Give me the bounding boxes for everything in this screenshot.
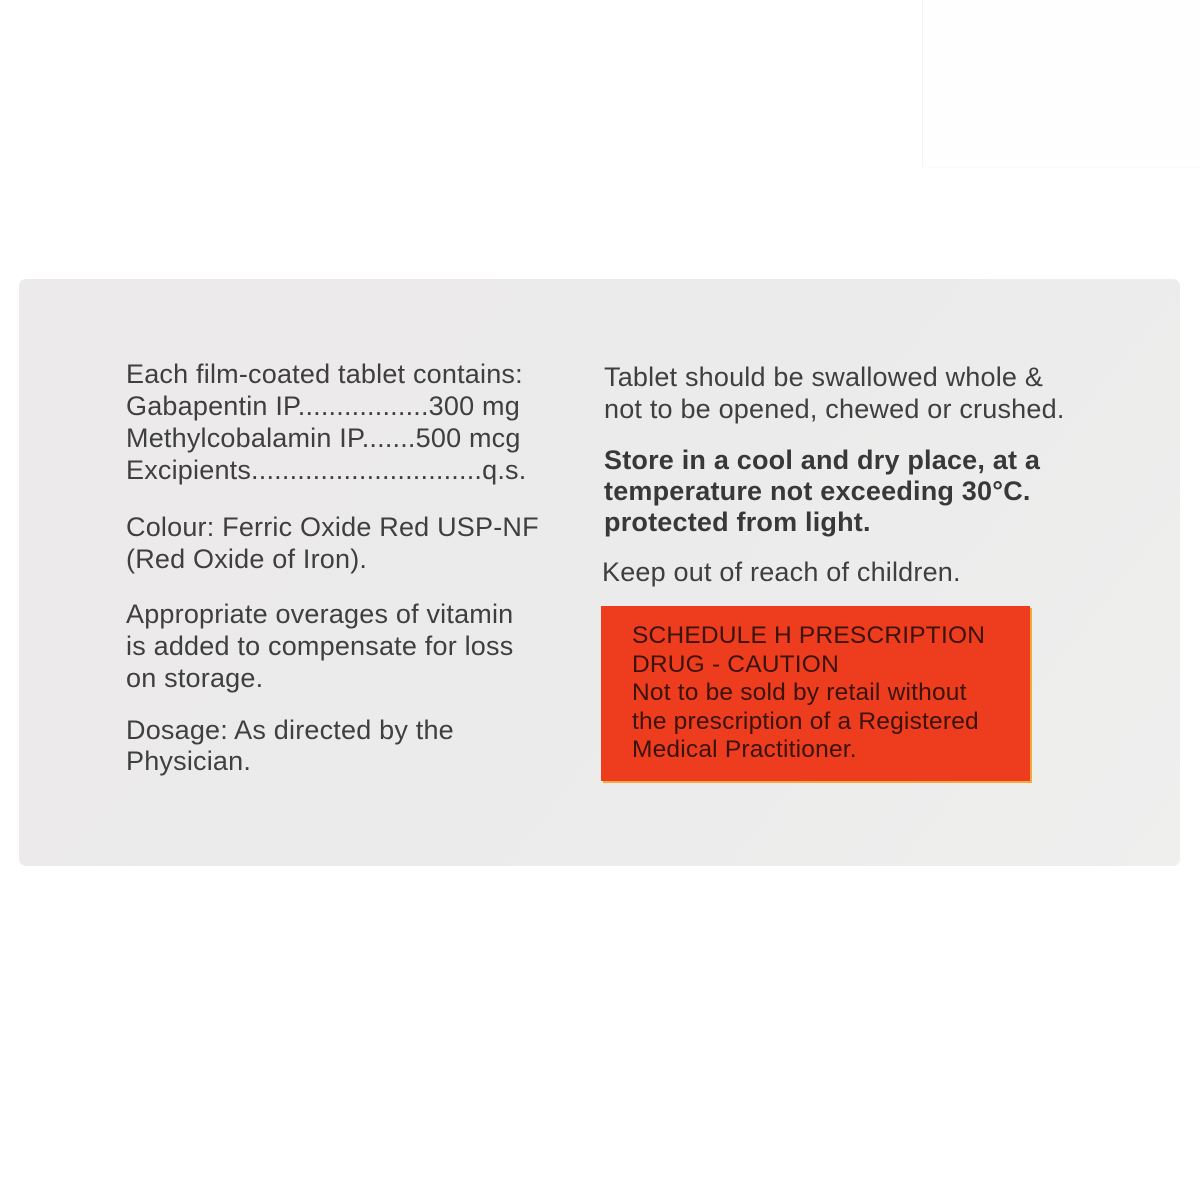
storage-note-line: Store in a cool and dry place, at a	[604, 445, 1041, 475]
storage-note	[604, 445, 1040, 538]
schedule-warning-line: Not to be sold by retail without	[632, 679, 967, 706]
schedule-h-warning-box	[601, 606, 1030, 781]
colour-note-line: Colour: Ferric Oxide Red USP-NF	[126, 512, 539, 542]
dosage-note	[126, 715, 454, 777]
schedule-warning-line: SCHEDULE H PRESCRIPTION	[632, 622, 986, 649]
dosage-note-line: Dosage: As directed by the	[126, 715, 454, 745]
schedule-warning-line: Medical Practitioner.	[632, 736, 857, 763]
storage-note-line: protected from light.	[604, 507, 871, 537]
swallow-note-line: not to be opened, chewed or crushed.	[604, 394, 1065, 424]
composition-title: Each film-coated tablet contains:	[126, 359, 523, 389]
composition-line-gabapentin: Gabapentin IP.................300 mg	[126, 391, 520, 421]
overage-note-line: on storage.	[126, 663, 264, 693]
swallow-note	[604, 361, 1065, 425]
overage-note	[126, 598, 513, 694]
composition-line-excipients: Excipients..............................q.s.	[126, 455, 527, 485]
schedule-warning-line: DRUG - CAUTION	[632, 650, 839, 678]
dosage-note-line: Physician.	[126, 746, 252, 776]
colour-note-line: (Red Oxide of Iron).	[126, 544, 368, 574]
schedule-warning-line: the prescription of a Registered	[632, 707, 979, 735]
overage-note-line: is added to compensate for loss	[126, 631, 514, 661]
storage-note-line: temperature not exceeding 30°C.	[604, 476, 1031, 506]
children-note: Keep out of reach of children.	[602, 557, 961, 587]
background-seam	[922, 0, 1200, 168]
composition-line-methylcobalamin: Methylcobalamin IP.......500 mcg	[126, 423, 521, 453]
composition-block	[126, 358, 526, 486]
overage-note-line: Appropriate overages of vitamin	[126, 599, 514, 629]
swallow-note-line: Tablet should be swallowed whole &	[604, 362, 1044, 392]
colour-note	[126, 511, 539, 575]
